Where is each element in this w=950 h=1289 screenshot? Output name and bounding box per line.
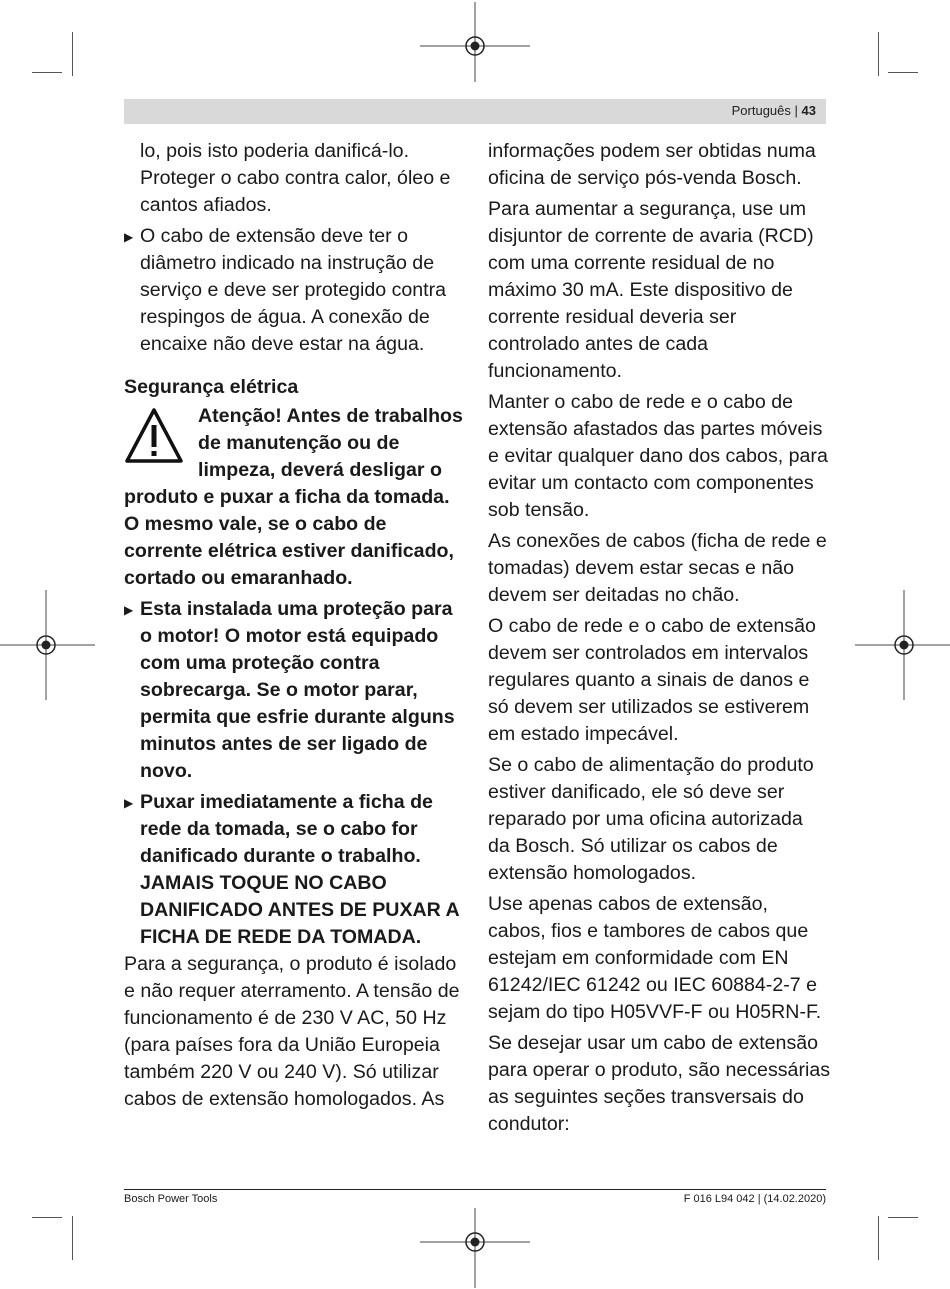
registration-mark-left (0, 590, 95, 700)
warning-text: Atenção! Antes de trabalhos de manutenção ou de limpeza, deverá desligar o produto e puxar a ficha da tomada. O mesmo vale, se o cabo de corrente elétrica estiver danificado, cortado ou emaranhado. (124, 405, 463, 589)
footer-document-id: F 016 L94 042 | (14.02.2020) (683, 1193, 826, 1205)
warning-block (124, 403, 466, 592)
right-column (488, 138, 830, 1142)
paragraph: As conexões de cabos (ficha de rede e tomadas) devem estar secas e não devem ser deitadas no chão. (488, 530, 827, 606)
paragraph: Para aumentar a segurança, use um disjuntor de corrente de avaria (RCD) com uma corrente residual de no máximo 30 mA. Este dispositivo de corrente residual deveria ser controlado antes de cada funcionamento. (488, 198, 814, 382)
paragraph: informações podem ser obtidas numa oficina de serviço pós-venda Bosch. (488, 140, 816, 189)
bullet-text: O cabo de extensão deve ter o diâmetro indicado na instrução de serviço e deve ser protegido contra respingos de água. A conexão de encaixe não deve estar na água. (140, 225, 447, 355)
bullet-text: Puxar imediatamente a ficha de rede da tomada, se o cabo for danificado durante o trabalho. JAMAIS TOQUE NO CABO DANIFICADO ANTES DE PUXAR A FICHA DE REDE DA TOMADA. (140, 791, 459, 948)
paragraph: Se o cabo de alimentação do produto estiver danificado, ele só deve ser reparado por uma oficina autorizada da Bosch. Só utilizar os cabos de extensão homologados. (488, 754, 814, 884)
paragraph: Se desejar usar um cabo de extensão para operar o produto, são necessárias as seguintes seções transversais do condutor: (488, 1032, 831, 1135)
crop-mark (72, 32, 73, 76)
paragraph: Para a segurança, o produto é isolado e não requer aterramento. A tensão de funcionamento é de 230 V AC, 50 Hz (para países fora da União Europeia também 220 V ou 240 V). Só utilizar cabos de extensão homologados. As (124, 953, 460, 1110)
crop-mark (878, 32, 879, 76)
left-column (124, 138, 466, 1113)
triangle-bullet-icon: ▶ (124, 796, 134, 810)
warning-triangle-icon (124, 407, 184, 465)
crop-mark (32, 1217, 62, 1218)
paragraph-continued: lo, pois isto poderia danificá-lo. Proteger o cabo contra calor, óleo e cantos afiados. (140, 140, 451, 216)
crop-mark (878, 1216, 879, 1260)
crop-mark (32, 72, 62, 73)
triangle-bullet-icon: ▶ (124, 230, 134, 244)
crop-mark (72, 1216, 73, 1260)
triangle-bullet-icon: ▶ (124, 603, 134, 617)
registration-mark-bottom (420, 1208, 530, 1288)
header-separator: | (794, 103, 798, 118)
bullet-item (124, 789, 466, 951)
footer-divider (124, 1189, 826, 1190)
crop-mark (888, 1217, 918, 1218)
header-language: Português (731, 103, 791, 118)
section-heading: Segurança elétrica (124, 376, 299, 398)
paragraph: Use apenas cabos de extensão, cabos, fios e tambores de cabos que estejam em conformidade com EN 61242/IEC 61242 ou IEC 60884-2-7 e sejam do tipo H05VVF-F ou H05RN-F. (488, 893, 822, 1023)
page-header (124, 99, 826, 124)
registration-mark-top (420, 2, 530, 82)
bullet-item (124, 223, 466, 358)
paragraph: O cabo de rede e o cabo de extensão devem ser controlados em intervalos regulares quanto a sinais de danos e só devem ser utilizados se estiverem em estado impecável. (488, 615, 816, 745)
crop-mark (888, 72, 918, 73)
footer-brand: Bosch Power Tools (124, 1193, 218, 1205)
registration-mark-right (855, 590, 950, 700)
paragraph: Manter o cabo de rede e o cabo de extensão afastados das partes móveis e evitar qualquer dano dos cabos, para evitar um contacto com componentes sob tensão. (488, 391, 828, 521)
bullet-text: Esta instalada uma proteção para o motor! O motor está equipado com uma proteção contra sobrecarga. Se o motor parar, permita que esfrie durante alguns minutos antes de ser ligado de novo. (140, 598, 455, 782)
bullet-item (124, 596, 466, 785)
header-text (732, 103, 816, 118)
page-number: 43 (801, 103, 816, 118)
